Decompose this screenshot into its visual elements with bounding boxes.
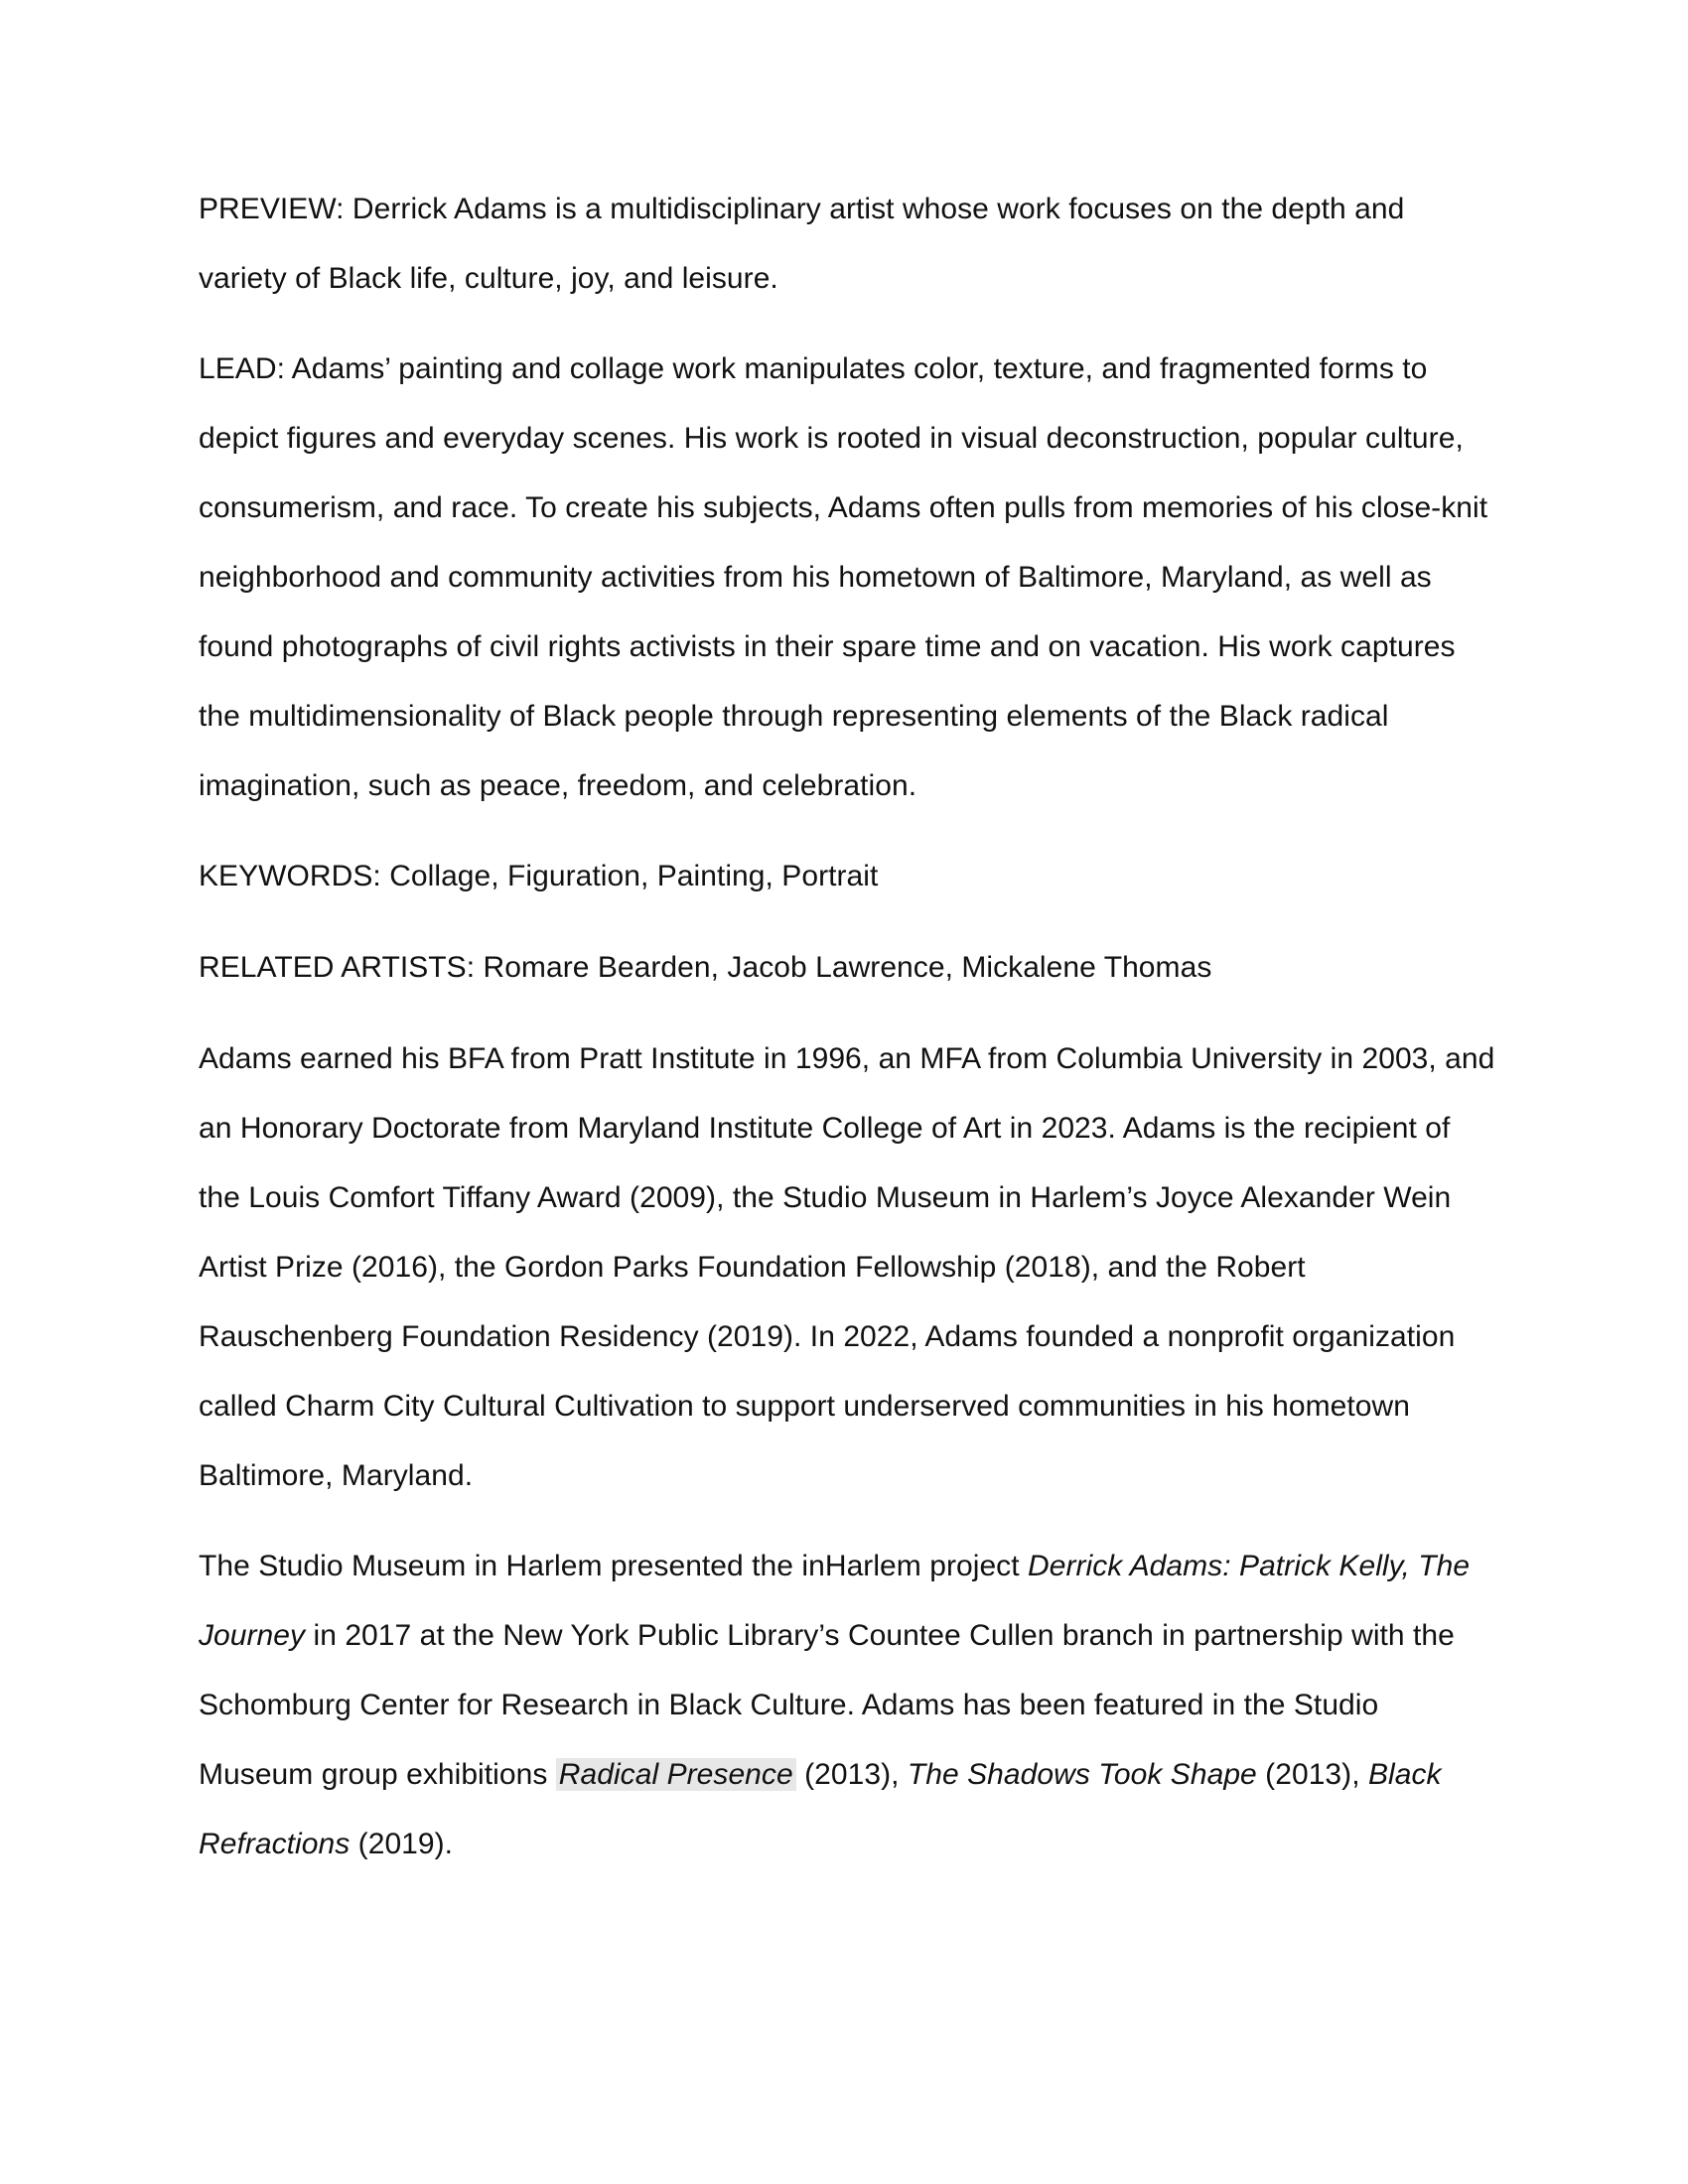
- museum-text: in 2017 at the New York Public Library’s Countee Cullen branch in partnership with the Schomburg Center for Research in Black Culture. Adams has been featured in the Studio Museum group exhibitions: [199, 1619, 1455, 1791]
- related-artists-line: RELATED ARTISTS: Romare Bearden, Jacob Lawrence, Mickalene Thomas: [199, 951, 1212, 984]
- document-body: [199, 175, 1499, 1900]
- exhibition-title: Black Refractions: [199, 1758, 1442, 1860]
- bio-paragraph: Adams earned his BFA from Pratt Institute in 1996, an MFA from Columbia University in 2003, and an Honorary Doctorate from Maryland Institute College of Art in 2023. Adams is the recipient of the Louis Comfort Tiffany Award (2009), the Studio Museum in Harlem’s Joyce Alexander Wein Artist Prize (2016), the Gordon Parks Foundation Fellowship (2018), and the Robert Rauschenberg Foundation Residency (2019). In 2022, Adams founded a nonprofit organization called Charm City Cultural Cultivation to support underserved communities in his hometown Baltimore, Maryland.: [199, 1042, 1495, 1492]
- preview-paragraph: PREVIEW: Derrick Adams is a multidisciplinary artist whose work focuses on the depth and variety of Black life, culture, joy, and leisure.: [199, 193, 1405, 295]
- museum-text: (2019).: [350, 1828, 454, 1860]
- exhibition-title-highlighted: Radical Presence: [556, 1758, 796, 1791]
- keywords-line: KEYWORDS: Collage, Figuration, Painting, Portrait: [199, 860, 879, 892]
- exhibition-title: The Shadows Took Shape: [907, 1758, 1257, 1791]
- museum-paragraph: [199, 1532, 1499, 1879]
- exhibition-title: Derrick Adams: Patrick Kelly, The Journey: [199, 1550, 1471, 1652]
- museum-text: (2013),: [795, 1758, 908, 1791]
- museum-text: (2013),: [1256, 1758, 1368, 1791]
- lead-paragraph: LEAD: Adams’ painting and collage work manipulates color, texture, and fragmented forms to depict figures and everyday scenes. His work is rooted in visual deconstruction, popular culture, consumerism, and race. To create his subjects, Adams often pulls from memories of his close-knit neighborhood and community activities from his hometown of Baltimore, Maryland, as well as found photographs of civil rights activists in their spare time and on vacation. His work captures the multidimensionality of Black people through representing elements of the Black radical imagination, such as peace, freedom, and celebration.: [199, 352, 1488, 802]
- museum-text: The Studio Museum in Harlem presented the inHarlem project: [199, 1550, 1028, 1582]
